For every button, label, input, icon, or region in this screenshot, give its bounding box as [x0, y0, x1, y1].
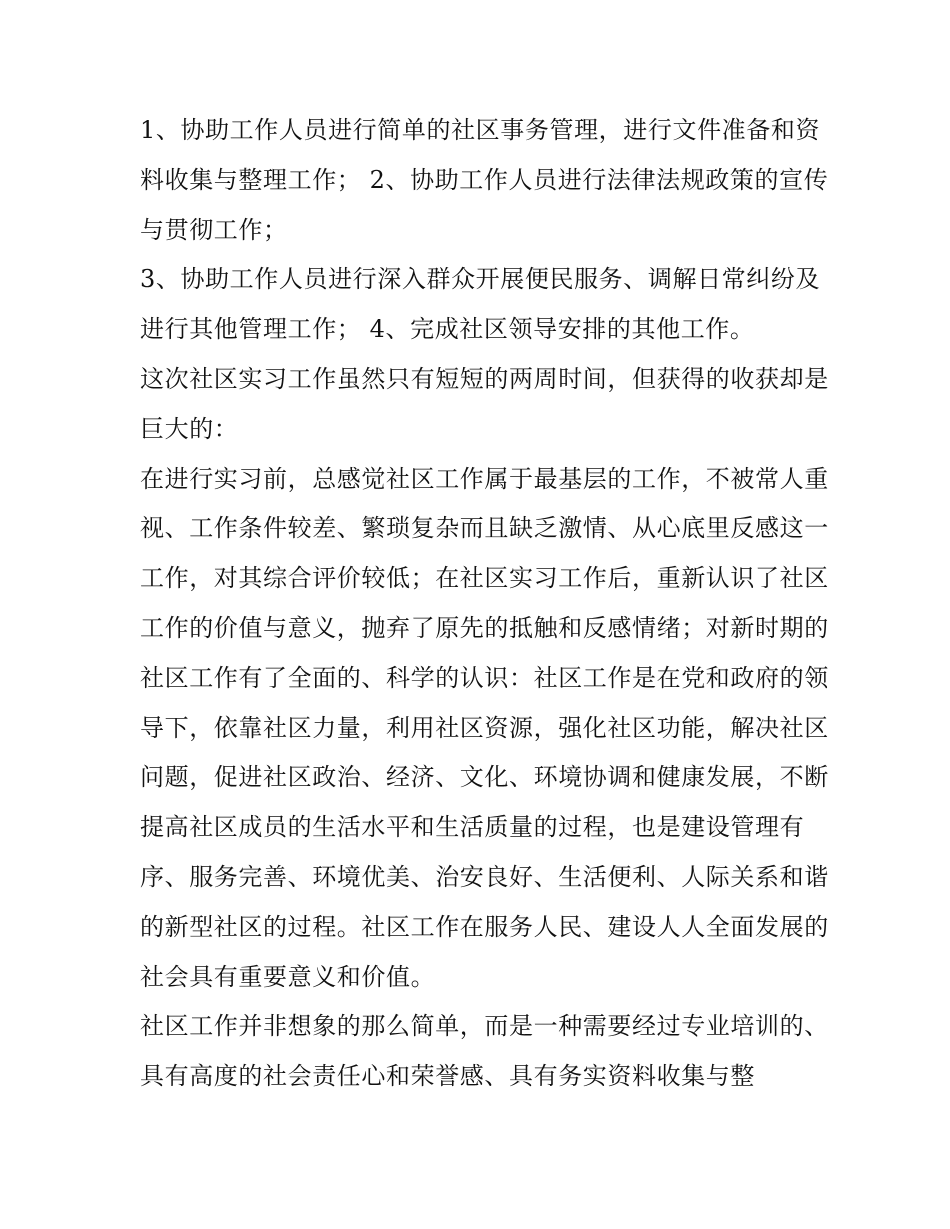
paragraph-reflection: 在进行实习前，总感觉社区工作属于最基层的工作，不被常人重视、工作条件较差、繁琐复杂而且缺乏激情、从心底里反感这一工作，对其综合评价较低；在社区实习工作后，重新认识了社区工作的价值与意义，抛弃了原先的抵触和反感情绪；对新时期的社区工作有了全面的、科学的认识：社区工作是在党和政府的领导下，依靠社区力量，利用社区资源，强化社区功能，解决社区问题，促进社区政治、经济、文化、环境协调和健康发展，不断提高社区成员的生活水平和生活质量的过程，也是建设管理有序、服务完善、环境优美、治安良好、生活便利、人际关系和谐的新型社区的过程。社区工作在服务人民、建设人人全面发展的社会具有重要意义和价值。 — [140, 464, 829, 991]
paragraph-duties-3-4: 3、协助工作人员进行深入群众开展便民服务、调解日常纠纷及进行其他管理工作； 4、完成社区领导安排的其他工作。 — [140, 265, 821, 344]
paragraph-community-work: 社区工作并非想象的那么简单，而是一种需要经过专业培训的、具有高度的社会责任心和荣誉感、具有务实资料收集与整 — [140, 1012, 829, 1091]
paragraph-duties-1-2: 1、协助工作人员进行简单的社区事务管理，进行文件准备和资料收集与整理工作； 2、协助工作人员进行法律法规政策的宣传与贯彻工作； — [140, 116, 829, 244]
paragraph-gains-intro: 这次社区实习工作虽然只有短短的两周时间，但获得的收获却是巨大的： — [140, 364, 829, 443]
document-body — [140, 106, 830, 1102]
